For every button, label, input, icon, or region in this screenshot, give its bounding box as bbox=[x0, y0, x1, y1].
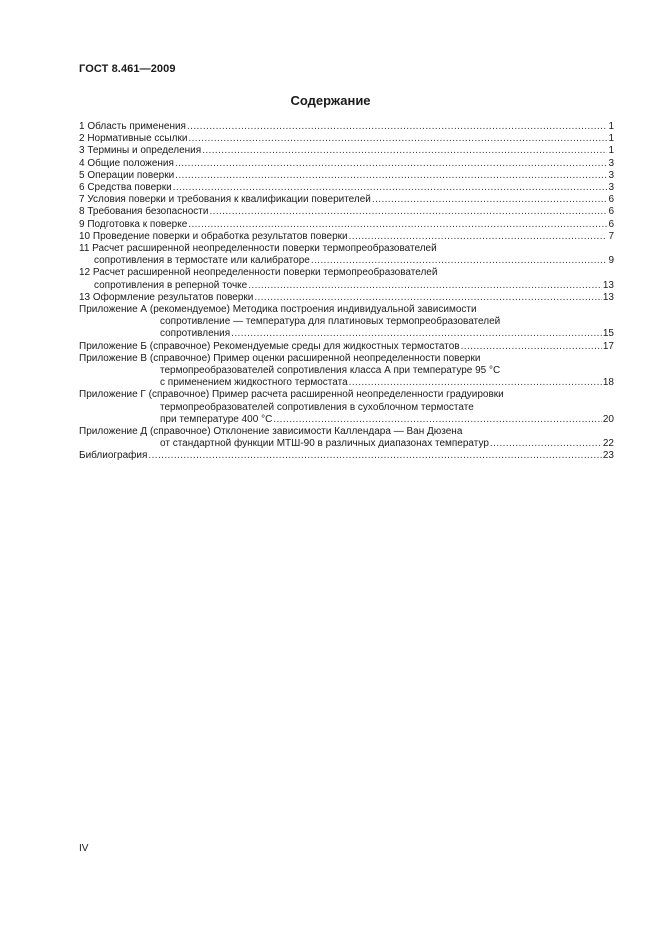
toc-entry-text: Приложение Д (справочное) Отклонение зависимости Каллендара — Ван Дюзена bbox=[79, 426, 463, 438]
toc-entry[interactable] bbox=[79, 182, 614, 194]
toc-page-number: 17 bbox=[602, 340, 614, 352]
toc-entry-text: термопреобразователей сопротивления в сухоблочном термостате bbox=[160, 401, 474, 413]
toc-title: Содержание bbox=[290, 93, 371, 108]
toc-entry-text: 11 Расчет расширенной неопределенности поверки термопреобразователей bbox=[79, 243, 437, 255]
toc-entry-text: 6 Средства поверки bbox=[79, 182, 172, 194]
toc-entry-text: Приложение Г (справочное) Пример расчета расширенной неопределенности градуировки bbox=[79, 389, 504, 401]
toc-entry-text: сопротивление — температура для платиновых термопреобразователей bbox=[160, 316, 501, 328]
toc-entry[interactable] bbox=[79, 292, 614, 304]
toc-entry-text: сопротивления в термостате или калибраторе bbox=[94, 255, 310, 267]
toc-page-number: 3 bbox=[608, 169, 614, 181]
page-number: IV bbox=[79, 843, 89, 854]
toc-page-number: 23 bbox=[602, 450, 614, 462]
toc-page-number: 6 bbox=[608, 194, 614, 206]
toc-page-number: 3 bbox=[608, 182, 614, 194]
toc-page-number: 20 bbox=[602, 413, 614, 425]
toc-entry-text: сопротивления bbox=[160, 328, 231, 340]
toc-entry[interactable] bbox=[79, 145, 614, 157]
toc-entry-text: 4 Общие положения bbox=[79, 157, 174, 169]
toc-page-number: 7 bbox=[608, 230, 614, 242]
toc-entry-text: Приложение Б (справочное) Рекомендуемые среды для жидкостных термостатов bbox=[79, 340, 460, 352]
toc-entry[interactable] bbox=[79, 170, 614, 182]
toc-entry[interactable] bbox=[79, 341, 614, 353]
toc-entry-text: 13 Оформление результатов поверки bbox=[79, 291, 254, 303]
toc-entry[interactable] bbox=[79, 158, 614, 170]
dot-leader bbox=[188, 219, 607, 231]
dot-leader bbox=[188, 133, 607, 145]
dot-leader bbox=[248, 280, 602, 292]
toc-page-number: 18 bbox=[602, 377, 614, 389]
toc-entry[interactable] bbox=[79, 206, 614, 218]
toc-page-number: 1 bbox=[608, 121, 614, 132]
toc-page-number: 15 bbox=[602, 328, 614, 340]
toc-entry-text: 5 Операции поверки bbox=[79, 169, 175, 181]
dot-leader bbox=[209, 206, 607, 218]
toc-entry-text: 7 Условия поверки и требования к квалификации поверителей bbox=[79, 194, 371, 206]
toc-page-number: 3 bbox=[608, 157, 614, 169]
dot-leader bbox=[187, 121, 607, 133]
dot-leader bbox=[175, 170, 607, 182]
toc-entry[interactable] bbox=[79, 133, 614, 145]
dot-leader bbox=[311, 255, 608, 267]
dot-leader bbox=[349, 377, 602, 389]
toc-entry-text: Приложение А (рекомендуемое) Методика построения индивидуальной зависимости bbox=[79, 304, 477, 316]
toc-entry-text: 12 Расчет расширенной неопределенности поверки термопреобразователей bbox=[79, 267, 438, 279]
toc-page-number: 1 bbox=[608, 133, 614, 145]
toc-entry-text: сопротивления в реперной точке bbox=[94, 279, 248, 291]
toc-entry[interactable] bbox=[79, 426, 614, 450]
toc-page-number: 9 bbox=[608, 255, 614, 267]
toc-entry-text: 1 Область применения bbox=[79, 121, 186, 132]
dot-leader bbox=[372, 194, 608, 206]
toc-page-number: 22 bbox=[602, 438, 614, 450]
dot-leader bbox=[490, 438, 602, 450]
toc-entry[interactable] bbox=[79, 243, 614, 267]
toc-entry-text: с применением жидкостного термостата bbox=[160, 377, 348, 389]
toc-page-number: 1 bbox=[608, 145, 614, 157]
toc-entry-text: от стандартной функции МТШ-90 в различных диапазонах температур bbox=[160, 438, 489, 450]
toc-entry-text: 2 Нормативные ссылки bbox=[79, 133, 188, 145]
toc-page-number: 13 bbox=[602, 279, 614, 291]
dot-leader bbox=[173, 182, 608, 194]
toc-entry[interactable] bbox=[79, 219, 614, 231]
toc-entry-text: 9 Подготовка к поверке bbox=[79, 218, 188, 230]
toc-entry[interactable] bbox=[79, 353, 614, 390]
toc-page-number: 13 bbox=[602, 291, 614, 303]
dot-leader bbox=[202, 145, 607, 157]
toc-entry[interactable] bbox=[79, 304, 614, 341]
toc-entry[interactable] bbox=[79, 121, 614, 133]
toc-entry-text: Библиография bbox=[79, 450, 148, 462]
document-code: ГОСТ 8.461—2009 bbox=[79, 63, 176, 75]
toc-entry-text: Приложение В (справочное) Пример оценки расширенной неопределенности поверки bbox=[79, 352, 481, 364]
toc-entry-text: 10 Проведение поверки и обработка результатов поверки bbox=[79, 230, 348, 242]
toc-page-number: 6 bbox=[608, 218, 614, 230]
toc-entry[interactable] bbox=[79, 389, 614, 426]
toc-entry-text: 3 Термины и определения bbox=[79, 145, 202, 157]
table-of-contents bbox=[79, 121, 614, 463]
toc-entry[interactable] bbox=[79, 450, 614, 462]
dot-leader bbox=[273, 414, 602, 426]
dot-leader bbox=[175, 158, 608, 170]
toc-entry[interactable] bbox=[79, 194, 614, 206]
toc-entry-text: при температуре 400 °С bbox=[160, 413, 273, 425]
toc-page-number: 6 bbox=[608, 206, 614, 218]
toc-entry[interactable] bbox=[79, 231, 614, 243]
dot-leader bbox=[148, 450, 601, 462]
toc-entry-text: термопреобразователей сопротивления класса А при температуре 95 °С bbox=[160, 365, 501, 377]
dot-leader bbox=[461, 341, 602, 353]
toc-entry[interactable] bbox=[79, 267, 614, 291]
toc-entry-text: 8 Требования безопасности bbox=[79, 206, 209, 218]
dot-leader bbox=[349, 231, 608, 243]
dot-leader bbox=[254, 292, 602, 304]
dot-leader bbox=[231, 328, 602, 340]
